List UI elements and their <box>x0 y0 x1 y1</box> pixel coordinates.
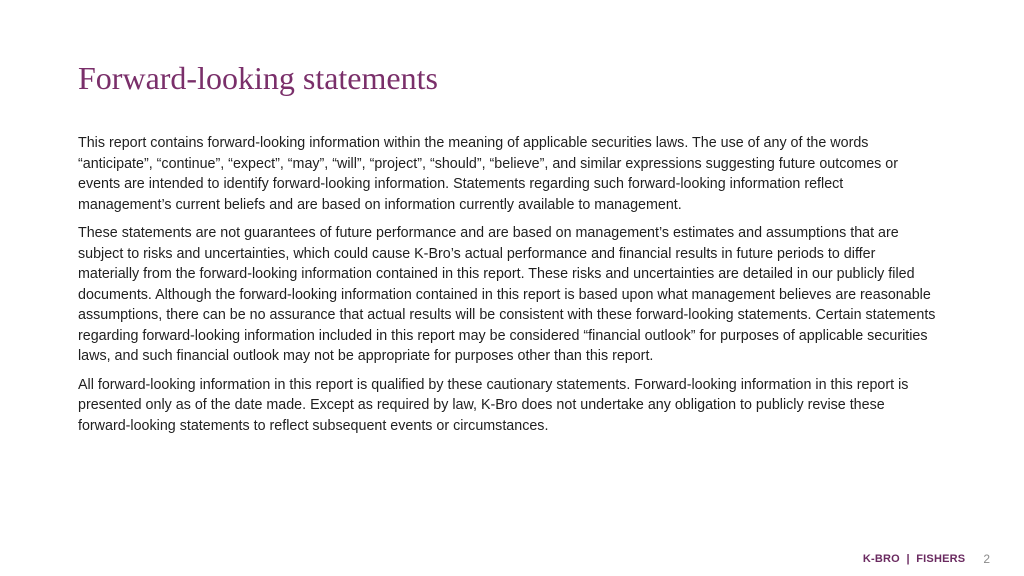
body-text <box>78 133 940 444</box>
page-number: 2 <box>983 552 990 566</box>
slide-footer <box>863 550 990 568</box>
paragraph-cautionary-qualification: All forward-looking information in this report is qualified by these cautionary statements. Forward-looking information in this report is presented only as of the date made. Except as required by law, K-Bro does not undertake any obligation to publicly revise these forward-looking statements to reflect subsequent events or circumstances. <box>78 376 909 434</box>
paragraph-forward-looking-definition: This report contains forward-looking information within the meaning of applicable securities laws. The use of any of the words “anticipate”, “continue”, “expect”, “may”, “will”, “project”, “should”, “believe”, and similar expressions suggesting future outcomes or events are intended to identify forward-looking information. Statements regarding such forward-looking information reflect management’s current beliefs and are based on information currently available to management. <box>78 135 898 213</box>
footer-brand: K-BRO | FISHERS <box>862 553 966 565</box>
slide-title: Forward-looking statements <box>78 60 438 96</box>
paragraph-risks-uncertainties: These statements are not guarantees of future performance and are based on management’s estimates and assumptions that are subject to risks and uncertainties, which could cause K-Bro’s actual performance and financial results in future periods to differ materially from the forward-looking information contained in this report. These risks and uncertainties are detailed in our publicly filed documents. Although the forward-looking information contained in this report is based upon what management believes are reasonable assumptions, there can be no assurance that actual results will be consistent with these forward-looking statements. Certain statements regarding forward-looking information included in this report may be considered “financial outlook” for purposes of applicable securities laws, and such financial outlook may not be appropriate for purposes other than this report. <box>78 225 936 364</box>
